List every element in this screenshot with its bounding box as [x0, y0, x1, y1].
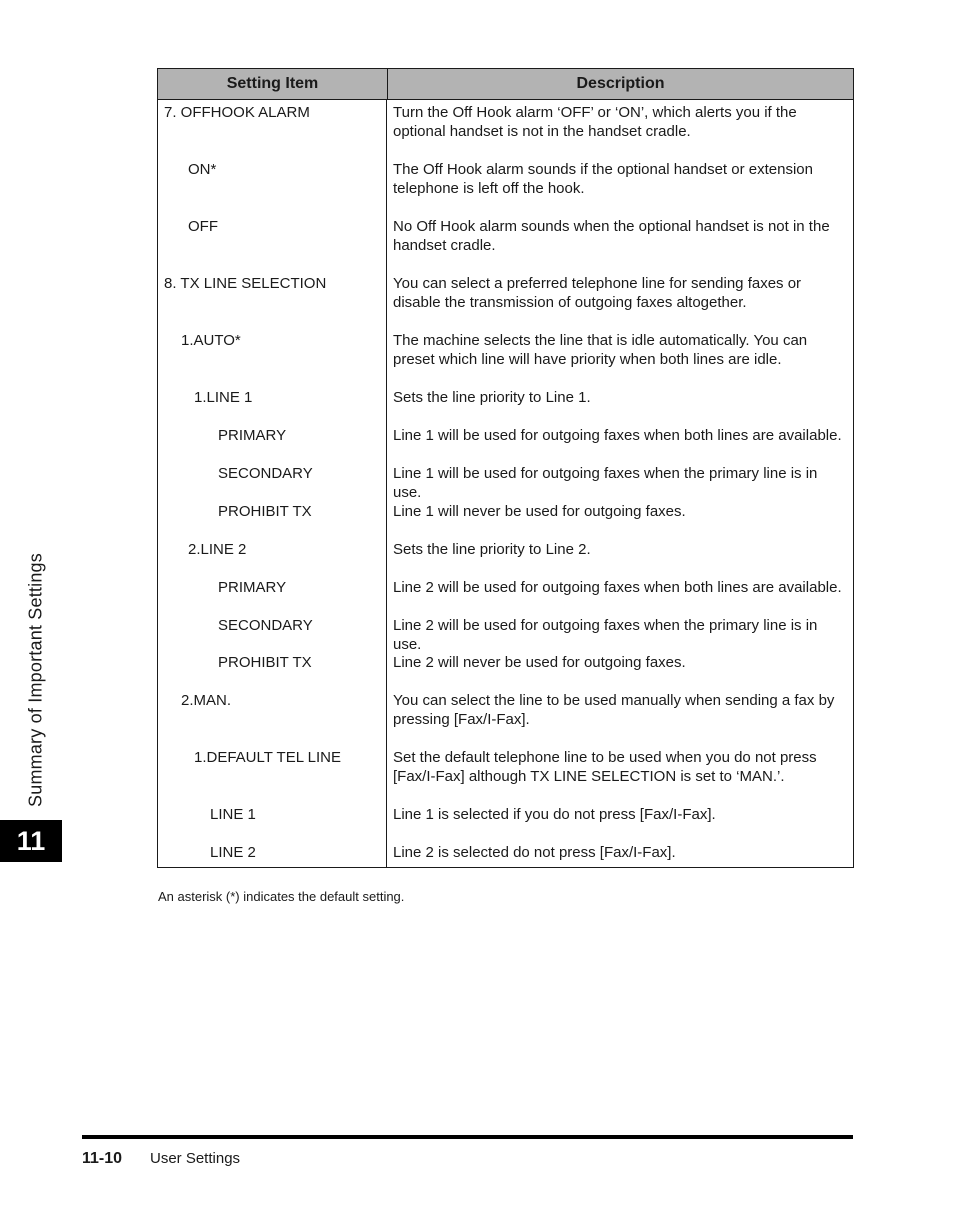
table-row	[158, 388, 853, 407]
side-tab-label: Summary of Important Settings	[25, 553, 46, 807]
setting-item-cell: SECONDARY	[218, 465, 313, 482]
description-cell: Line 1 will be used for outgoing faxes when both lines are available.	[393, 427, 842, 444]
description-cell: Line 2 will be used for outgoing faxes when the primary line is in use.	[393, 617, 818, 653]
table-row	[158, 653, 853, 672]
table-row	[158, 274, 853, 312]
table-row	[158, 464, 853, 502]
footer-section-title: User Settings	[150, 1150, 241, 1167]
setting-item-cell: PRIMARY	[218, 427, 287, 444]
table-row	[158, 217, 853, 255]
description-cell: You can select a preferred telephone line for sending faxes or disable the transmission of outgoing faxes altogether.	[393, 275, 802, 311]
setting-item-cell: OFF	[188, 218, 218, 235]
setting-item-cell: 2.LINE 2	[188, 541, 247, 558]
description-cell: Line 2 is selected do not press [Fax/I-Fax].	[393, 844, 676, 861]
table-row	[158, 748, 853, 786]
description-cell: No Off Hook alarm sounds when the optional handset is not in the handset cradle.	[393, 218, 830, 254]
description-cell: The Off Hook alarm sounds if the optional handset or extension telephone is left off the hook.	[393, 161, 813, 197]
table-row	[158, 578, 853, 597]
setting-item-cell: PRIMARY	[218, 579, 287, 596]
setting-item-cell: 1.DEFAULT TEL LINE	[194, 749, 342, 766]
table-row	[158, 843, 853, 862]
settings-table	[157, 68, 854, 868]
setting-item-cell: 7. OFFHOOK ALARM	[164, 104, 310, 121]
footer-rule	[82, 1135, 853, 1139]
description-cell: Sets the line priority to Line 2.	[393, 541, 591, 558]
description-cell: Line 1 will be used for outgoing faxes when the primary line is in use.	[393, 465, 818, 501]
setting-item-cell: 1.AUTO*	[181, 332, 241, 349]
description-cell: Line 2 will never be used for outgoing faxes.	[393, 654, 686, 671]
setting-item-cell: ON*	[188, 161, 217, 178]
table-row	[158, 691, 853, 729]
setting-item-cell: 1.LINE 1	[194, 389, 253, 406]
description-cell: Line 1 is selected if you do not press [Fax/I-Fax].	[393, 806, 716, 823]
description-cell: Turn the Off Hook alarm ‘OFF’ or ‘ON’, which alerts you if the optional handset is not in the handset cradle.	[393, 104, 797, 140]
table-row	[158, 502, 853, 521]
footnote: An asterisk (*) indicates the default setting.	[158, 889, 405, 904]
description-cell: The machine selects the line that is idle automatically. You can preset which line will have priority when both lines are idle.	[393, 332, 808, 368]
table-row	[158, 805, 853, 824]
setting-item-cell: LINE 1	[210, 806, 256, 823]
description-cell: You can select the line to be used manually when sending a fax by pressing [Fax/I-Fax].	[393, 692, 835, 728]
setting-item-cell: PROHIBIT TX	[218, 503, 312, 520]
setting-item-cell: 8. TX LINE SELECTION	[164, 275, 327, 292]
header-setting-item: Setting Item	[158, 69, 388, 99]
setting-item-cell: LINE 2	[210, 844, 256, 861]
chapter-number-badge: 11	[0, 820, 62, 862]
setting-item-cell: PROHIBIT TX	[218, 654, 312, 671]
header-description: Description	[576, 75, 665, 92]
description-cell: Sets the line priority to Line 1.	[393, 389, 591, 406]
description-cell: Line 2 will be used for outgoing faxes when both lines are available.	[393, 579, 842, 596]
table-header	[158, 69, 853, 100]
table-row	[158, 616, 853, 654]
description-cell: Set the default telephone line to be used when you do not press [Fax/I-Fax] although TX LINE SELECTION is set to ‘MAN.’.	[393, 749, 817, 785]
setting-item-cell: 2.MAN.	[181, 692, 232, 709]
setting-item-cell: SECONDARY	[218, 617, 313, 634]
page-number: 11-10	[82, 1150, 123, 1167]
table-row	[158, 160, 853, 198]
table-row	[158, 540, 853, 559]
description-cell: Line 1 will never be used for outgoing faxes.	[393, 503, 686, 520]
table-row	[158, 426, 853, 445]
table-body	[158, 100, 853, 867]
table-row	[158, 331, 853, 369]
table-row	[158, 103, 853, 141]
